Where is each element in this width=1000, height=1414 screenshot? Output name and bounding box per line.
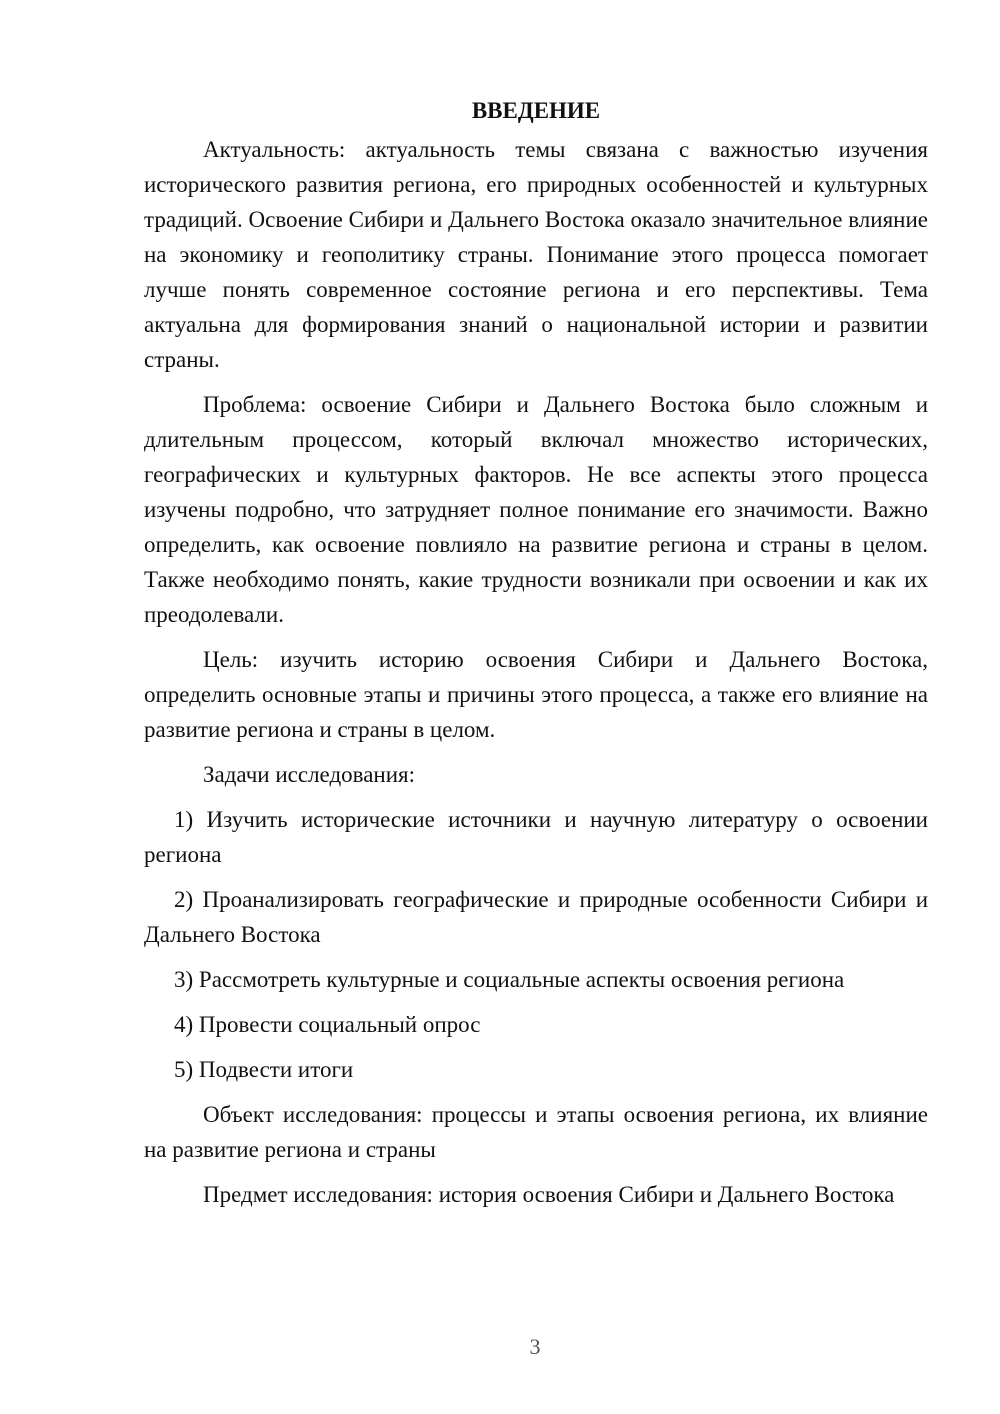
section-title: ВВЕДЕНИЕ [471,98,601,123]
task-item: 4) Провести социальный опрос [174,1012,481,1037]
task-item: 1) Изучить исторические источники и научную литературу о освоении региона [144,807,928,867]
document-page [144,93,928,1222]
task-item: 2) Проанализировать географические и природные особенности Сибири и Дальнего Востока [144,887,928,947]
tasks-heading: Задачи исследования: [203,762,416,787]
relevance-paragraph: Актуальность: актуальность темы связана с важностью изучения исторического развития региона, его природных особенностей и культурных традиций. Освоение Сибири и Дальнего Востока оказало значительное влияние на экономику и геополитику страны. Понимание этого процесса помогает лучше понять современное состояние региона и его перспективы. Тема актуальна для формирования знаний о национальной истории и развитии страны. [144,137,928,372]
goal-paragraph: Цель: изучить историю освоения Сибири и Дальнего Востока, определить основные этапы и причины этого процесса, а также его влияние на развитие региона и страны в целом. [144,647,928,742]
problem-paragraph: Проблема: освоение Сибири и Дальнего Востока было сложным и длительным процессом, который включал множество исторических, географических и культурных факторов. Не все аспекты этого процесса изучены подробно, что затрудняет полное понимание его значимости. Важно определить, как освоение повлияло на развитие региона и страны в целом. Также необходимо понять, какие трудности возникали при освоении и как их преодолевали. [144,392,928,627]
task-item: 5) Подвести итоги [174,1057,354,1082]
object-paragraph: Объект исследования: процессы и этапы освоения региона, их влияние на развитие региона и страны [144,1102,928,1162]
task-item: 3) Рассмотреть культурные и социальные аспекты освоения региона [174,967,845,992]
page-number: 3 [529,1334,541,1359]
subject-paragraph: Предмет исследования: история освоения Сибири и Дальнего Востока [203,1182,895,1207]
